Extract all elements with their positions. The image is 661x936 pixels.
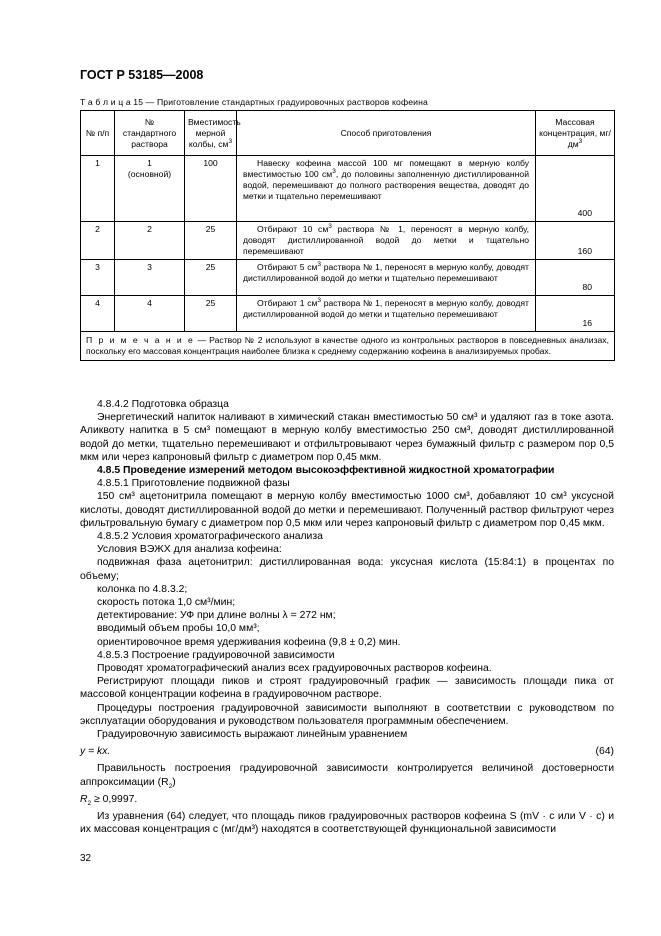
table-row [81,156,615,222]
equation-r2: $R_2 \ge 0,9997$. [80,793,138,807]
page-number: 32 [80,853,92,864]
subsection-4-8-4-2: 4.8.4.2 Подготовка образца [97,399,229,410]
col-num: № п/п [81,111,115,156]
cell-concentration: 16 [536,296,615,332]
table-row [81,296,615,332]
paragraph: Процедуры построения градуировочной зависимости выполняют в соответствии с руководством по эксплуатации оборудования и руководством пользователя программным обеспечением. [80,702,614,727]
cell-method: Отбирают 10 $см^3$ раствора № 1, переносят в мерную колбу, доводят дистиллированной водой до метки и тщательно перемешивают [237,222,536,260]
cell-volume: 25 [185,260,237,296]
cell-solution: 1 (основной) [115,156,185,222]
paragraph: Градуировочную зависимость выражают линейным уравнением [97,729,408,741]
table-note: П р и м е ч а н и е — Раствор № 2 используют в качестве одного из контрольных растворов в повседневных анализах, поскольку его массовая концентрация наиболее близка к среднему содержанию кофеина в анализируемых пробах. [81,332,615,361]
cell-concentration: 80 [536,260,615,296]
col-volume: Вместимость мерной колбы, $см^3$ [185,111,237,156]
section-4-8-5: 4.8.5 Проведение измерений методом высокоэффективной жидкостной хроматографии [97,465,555,477]
col-method: Способ приготовления [237,111,536,156]
cell-solution: 3 [115,260,185,296]
table-note-row [81,332,615,361]
list-item: подвижная фаза ацетонитрил: дистиллированная вода: уксусная кислота (15:84:1) в процентах по объему; [80,557,614,582]
paragraph: Энергетический напиток наливают в химический стакан вместимостью 50 см³ и удаляют газ в токе азота. Аликвоту напитка в 5 см³ помещают в мерную колбу вместимостью 250 см³, доводят дистиллированной водой до метки, тщательно перемешивают и отфильтровывают через бумажный фильтр с размером пор 0,5 мкм или через капроновый фильтр с диаметром пор 0,45 мкм. [80,412,614,463]
document-header: ГОСТ Р 53185—2008 [80,68,204,82]
equation-64: y = kx. (64) [80,746,614,758]
subsection-4-8-5-2: 4.8.5.2 Условия хроматографического анализа [97,531,323,543]
paragraph: Регистрируют площади пиков и строят градуировочный график — зависимость площади пика от массовой концентрации кофеина в градуировочном растворе. [80,676,614,701]
table-header-row [81,111,615,156]
cell-method: Навеску кофеина массой 100 мг помещают в мерную колбу вместимостью 100 $см^3$, до половины заполненную дистиллированной водой, перемешивают до полного растворения вещества, доводят до метки и тщательно перемешивают [237,156,536,222]
col-concentration: Массовая концентрация, $мг/дм^3$ [536,111,615,156]
col-solution-number: № стандартного раствора [115,111,185,156]
paragraph: Проводят хроматографический анализ всех градуировочных растворов кофеина. [97,663,492,675]
list-item: вводимый объем пробы 10,0 мм³; [97,623,260,635]
list-item: детектирование: УФ при длине волны λ = 272 нм; [97,610,336,622]
cell-solution: 2 [115,222,185,260]
cell-volume: 25 [185,296,237,332]
table-row [81,222,615,260]
subsection-4-8-5-3: 4.8.5.3 Построение градуировочной зависимости [97,649,335,661]
subsection-4-8-5-1: 4.8.5.1 Приготовление подвижной фазы [97,478,290,490]
preparation-table [80,110,615,361]
cell-num: 2 [81,222,115,260]
equation-number: (64) [595,746,614,758]
list-item: скорость потока 1,0 см³/мин; [97,597,236,609]
cell-volume: 100 [185,156,237,222]
paragraph: Правильность построения градуировочной зависимости контролируется величиной достоверности аппроксимации $(R_2)$ [80,763,614,790]
list-item: ориентировочное время удерживания кофеина (9,8 ± 0,2) мин. [97,636,401,648]
paragraph: Из уравнения (64) следует, что площадь пиков градуировочных растворов кофеина S (mV · с или V · с) и их массовая концентрация c (мг/дм³) находятся в соответствующей функциональной зависимости [80,811,614,836]
list-item: колонка по 4.8.3.2; [97,583,188,595]
cell-method: Отбирают 5 $см^3$ раствора № 1, переносят в мерную колбу, доводят дистиллированной водой до метки и тщательно перемешивают [237,260,536,296]
table-row [81,260,615,296]
cell-solution: 4 [115,296,185,332]
cell-num: 3 [81,260,115,296]
paragraph: Условия ВЭЖХ для анализа кофеина: [97,544,282,556]
body-text [80,398,614,837]
cell-volume: 25 [185,222,237,260]
paragraph: 150 см³ ацетонитрила помещают в мерную колбу вместимостью 1000 см³, добавляют 10 см³ уксусной кислоты, доводят дистиллированной водой до метки и перемешивают. Полученный раствор фильтруют через фильтровальную бумагу с диаметром пор 0,5 мкм или через капроновый фильтр с диаметром пор 0,45 мкм. [80,491,614,529]
cell-concentration: 400 [536,156,615,222]
cell-num: 4 [81,296,115,332]
cell-concentration: 160 [536,222,615,260]
table-caption: Т а б л и ц а 15 — Приготовление стандартных градуировочных растворов кофеина [80,97,428,107]
cell-method: Отбирают 1 $см^3$ раствора № 1, переносят в мерную колбу, доводят дистиллированной водой до метки и тщательно перемешивают [237,296,536,332]
cell-num: 1 [81,156,115,222]
